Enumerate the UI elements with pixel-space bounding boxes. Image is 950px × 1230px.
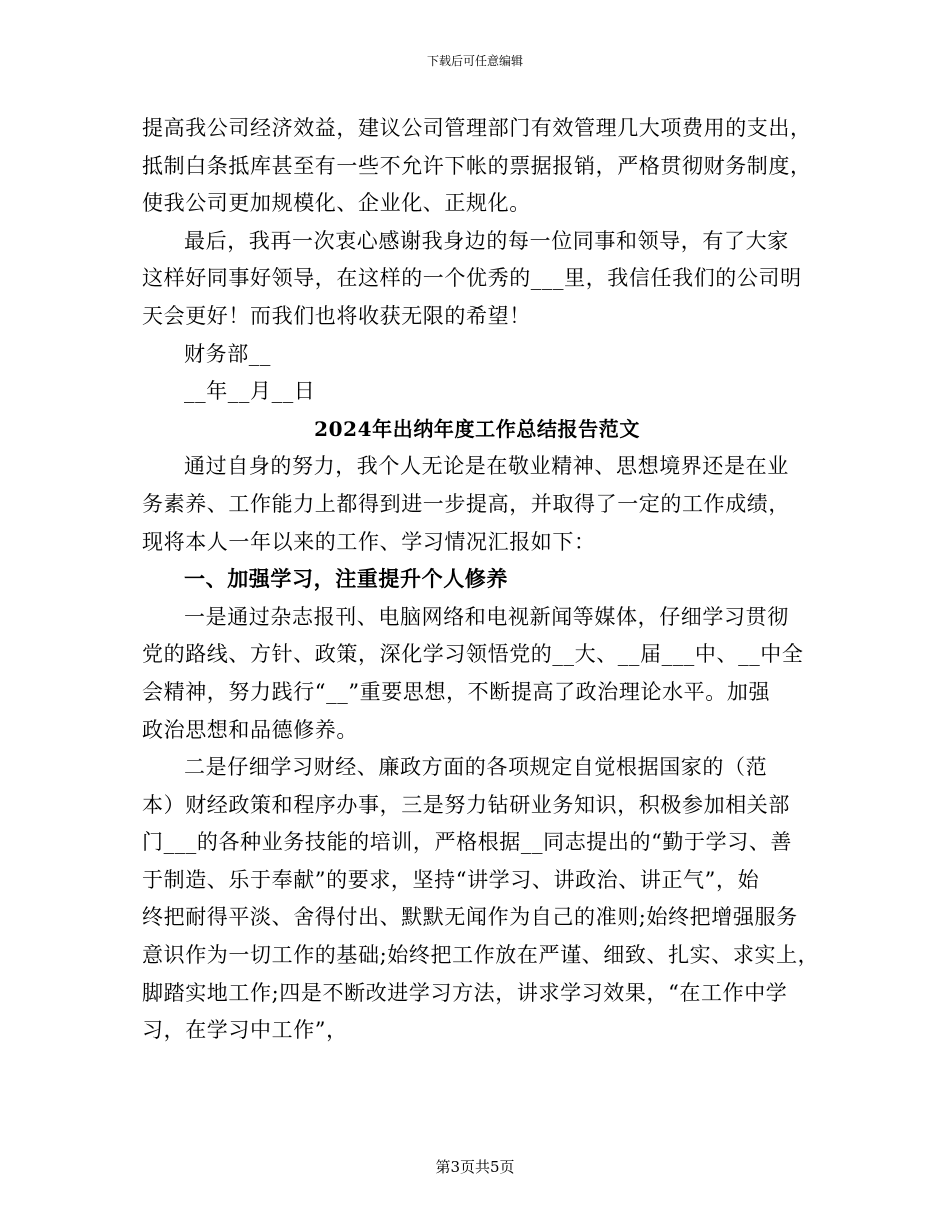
text-line: 现将本人一年以来的工作、学习情况汇报如下： xyxy=(142,529,596,554)
text-line: 提高我公司经济效益，建议公司管理部门有效管理几大项费用的支出， xyxy=(142,116,812,140)
text-line: 门___的各种业务技能的培训，严格根据__同志提出的“勤于学习、善 xyxy=(142,830,793,855)
text-line: 通过自身的努力，我个人无论是在敬业精神、思想境界还是在业 xyxy=(184,454,789,479)
text-line: 最后，我再一次衷心感谢我身边的每一位同事和领导，有了大家 xyxy=(184,228,789,253)
text-line: 会精神，努力践行“__”重要思想，不断提高了政治理论水平。加强 xyxy=(142,679,771,704)
text-line: 脚踏实地工作;四是不断改进学习方法，讲求学习效果，“在工作中学 xyxy=(142,980,788,1005)
text-line: 本）财经政策和程序办事，三是努力钻研业务知识，积极参加相关部 xyxy=(142,792,790,817)
text-line: 党的路线、方针、政策，深化学习领悟党的__大、__届___中、__中全 xyxy=(142,642,804,667)
text-line: 政治思想和品德修养。 xyxy=(142,717,358,742)
text-line: 意识作为一切工作的基础;始终把工作放在严谨、细致、扎实、求实上， xyxy=(142,943,820,968)
page-footer: 第3页共5页 xyxy=(435,1158,515,1176)
text-line: 终把耐得平淡、舍得付出、默默无闻作为自己的准则;始终把增强服务 xyxy=(142,905,798,930)
section-heading: 一、加强学习，注重提升个人修养 xyxy=(184,567,508,592)
document-body xyxy=(142,110,820,1050)
text-line: __年__月__日 xyxy=(184,379,316,404)
text-line: 这样好同事好领导，在这样的一个优秀的___里，我信任我们的公司明 xyxy=(142,266,802,291)
text-line: 一是通过杂志报刊、电脑网络和电视新闻等媒体，仔细学习贯彻 xyxy=(184,604,789,629)
document-title: 2024年出纳年度工作总结报告范文 xyxy=(314,416,640,441)
text-line: 财务部__ xyxy=(184,341,271,366)
text-line: 习，在学习中工作”， xyxy=(142,1018,348,1043)
text-line: 抵制白条抵库甚至有一些不允许下帐的票据报销，严格贯彻财务制度， xyxy=(142,153,812,178)
text-line: 使我公司更加规模化、企业化、正规化。 xyxy=(142,191,531,216)
text-line: 二是仔细学习财经、廉政方面的各项规定自觉根据国家的（范 xyxy=(184,755,768,780)
page-header: 下载后可任意编辑 xyxy=(426,54,523,68)
text-line: 于制造、乐于奉献”的要求，坚持“讲学习、讲政治、讲正气”，始 xyxy=(142,867,760,892)
text-line: 天会更好！而我们也将收获无限的希望！ xyxy=(142,303,531,328)
text-line: 务素养、工作能力上都得到进一步提高，并取得了一定的工作成绩， xyxy=(142,491,790,516)
